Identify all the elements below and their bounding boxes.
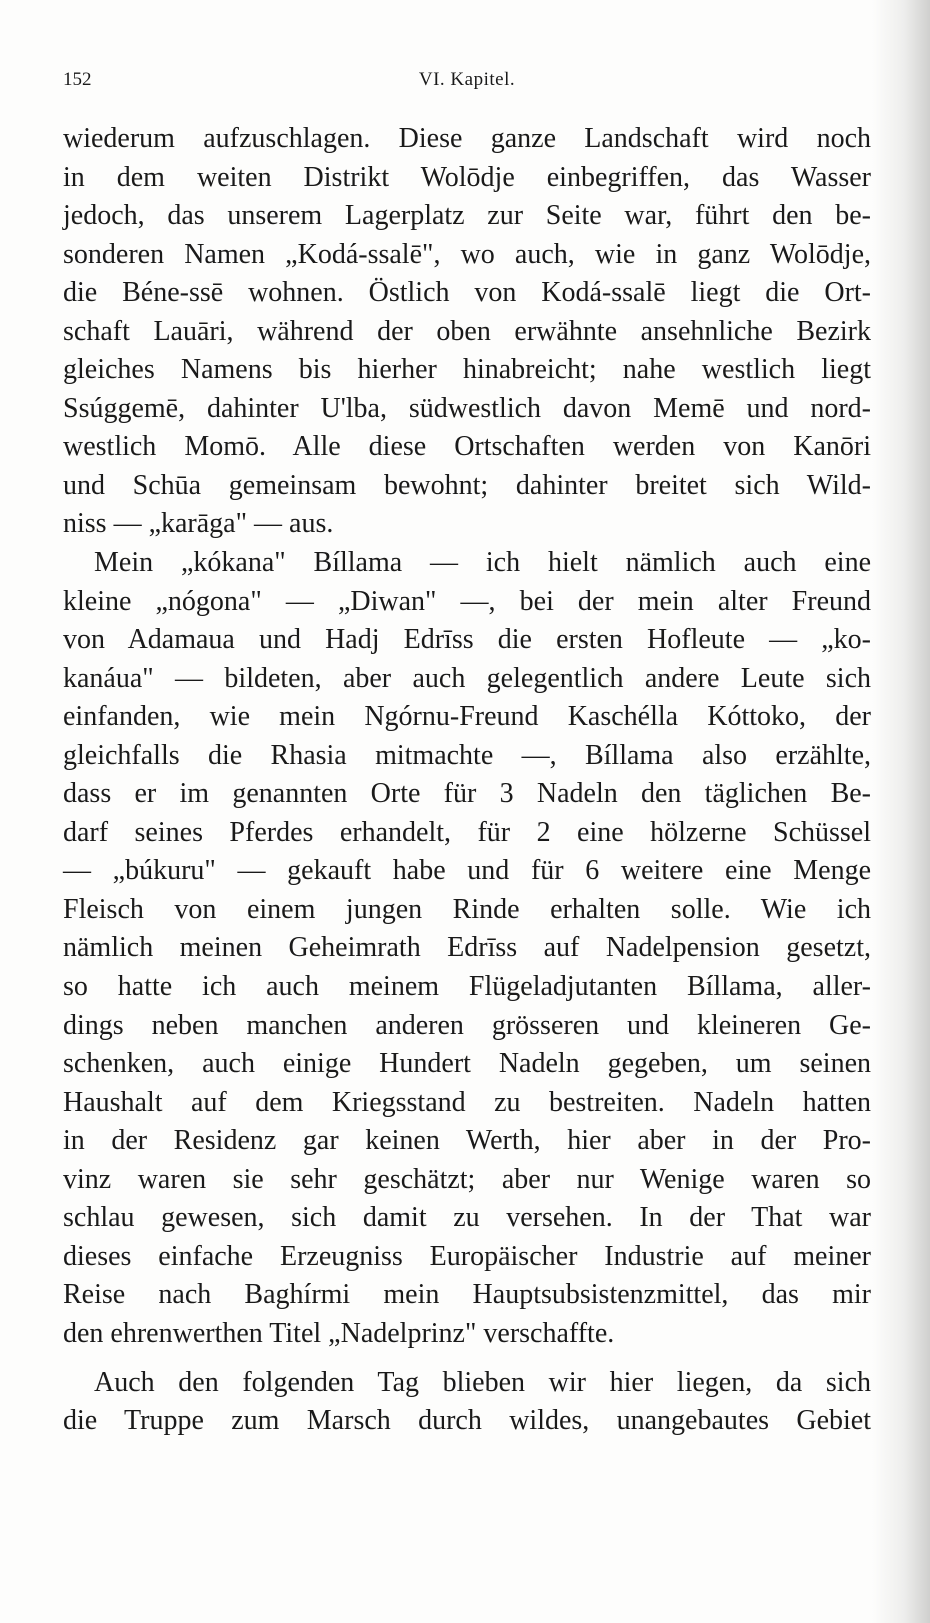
text-line: und Schūa gemeinsam bewohnt; dahinter breitet sich Wild- xyxy=(63,469,871,501)
text-line: kanáua" — bildeten, aber auch gelegentlich andere Leute sich xyxy=(63,662,871,694)
chapter-title: VI. Kapitel. xyxy=(418,69,516,90)
text-line: vinz waren sie sehr geschätzt; aber nur Wenige waren so xyxy=(63,1163,871,1195)
text-line: westlich Momō. Alle diese Ortschaften werden von Kanōri xyxy=(63,431,871,463)
text-line: von Adamaua und Hadj Edrīss die ersten Hofleute — „ko- xyxy=(63,624,871,656)
text-line: dieses einfache Erzeugniss Europäischer Industrie auf meiner xyxy=(63,1240,871,1272)
text-line: Haushalt auf dem Kriegsstand zu bestreiten. Nadeln hatten xyxy=(63,1086,871,1118)
text-line: Mein „kókana" Bíllama — ich hielt nämlich auch eine xyxy=(94,547,871,579)
text-line: kleine „nógona" — „Diwan" —, bei der mein alter Freund xyxy=(63,585,871,617)
text-line: schlau gewesen, sich damit zu versehen. In der That war xyxy=(63,1202,871,1234)
paragraph xyxy=(63,544,871,1353)
text-line: Auch den folgenden Tag blieben wir hier liegen, da sich xyxy=(94,1366,871,1398)
text-line: Fleisch von einem jungen Rinde erhalten solle. Wie ich xyxy=(63,893,871,925)
text-line: in der Residenz gar keinen Werth, hier aber in der Pro- xyxy=(63,1125,871,1157)
running-head xyxy=(63,64,871,96)
text-line: die Truppe zum Marsch durch wildes, unangebautes Gebiet xyxy=(63,1405,871,1437)
text-line: dass er im genannten Orte für 3 Nadeln den täglichen Be- xyxy=(63,778,871,810)
paragraph xyxy=(63,120,871,544)
text-line: einfanden, wie mein Ngórnu-Freund Kaschélla Kóttoko, der xyxy=(63,701,871,733)
body-text xyxy=(63,120,871,1441)
text-line: die Béne-ssē wohnen. Östlich von Kodá-ssalē liegt die Ort- xyxy=(63,277,871,309)
paragraph-gap xyxy=(63,1354,871,1364)
text-line: gleichfalls die Rhasia mitmachte —, Bíllama also erzählte, xyxy=(63,739,871,771)
text-line: jedoch, das unserem Lagerplatz zur Seite war, führt den be- xyxy=(63,200,871,232)
text-line: niss — „karāga" — aus. xyxy=(63,508,334,540)
text-line: dings neben manchen anderen grösseren und kleineren Ge- xyxy=(63,1009,871,1041)
text-line: schenken, auch einige Hundert Nadeln gegeben, um seinen xyxy=(63,1048,871,1080)
text-line: gleiches Namens bis hierher hinabreicht; nahe westlich liegt xyxy=(63,354,871,386)
text-line: den ehrenwerthen Titel „Nadelprinz" verschaffte. xyxy=(63,1317,615,1349)
text-line: darf seines Pferdes erhandelt, für 2 eine hölzerne Schüssel xyxy=(63,816,871,848)
text-line: Reise nach Baghírmi mein Hauptsubsistenzmittel, das mir xyxy=(63,1279,871,1311)
text-line: — „búkuru" — gekauft habe und für 6 weitere eine Menge xyxy=(63,855,871,887)
text-line: wiederum aufzuschlagen. Diese ganze Landschaft wird noch xyxy=(63,123,871,154)
text-line: in dem weiten Distrikt Wolōdje einbegriffen, das Wasser xyxy=(63,161,871,193)
paragraph xyxy=(63,1364,871,1441)
text-line: nämlich meinen Geheimrath Edrīss auf Nadelpension gesetzt, xyxy=(63,932,871,964)
page-edge-shadow xyxy=(872,0,930,1623)
page-number: 152 xyxy=(63,69,92,90)
text-line: sonderen Namen „Kodá-ssalē", wo auch, wie in ganz Wolōdje, xyxy=(63,238,871,270)
text-line: schaft Lauāri, während der oben erwähnte ansehnliche Bezirk xyxy=(63,315,871,347)
text-line: Ssúggemē, dahinter U'lba, südwestlich davon Memē und nord- xyxy=(63,392,871,424)
text-line: so hatte ich auch meinem Flügeladjutanten Bíllama, aller- xyxy=(63,971,871,1003)
